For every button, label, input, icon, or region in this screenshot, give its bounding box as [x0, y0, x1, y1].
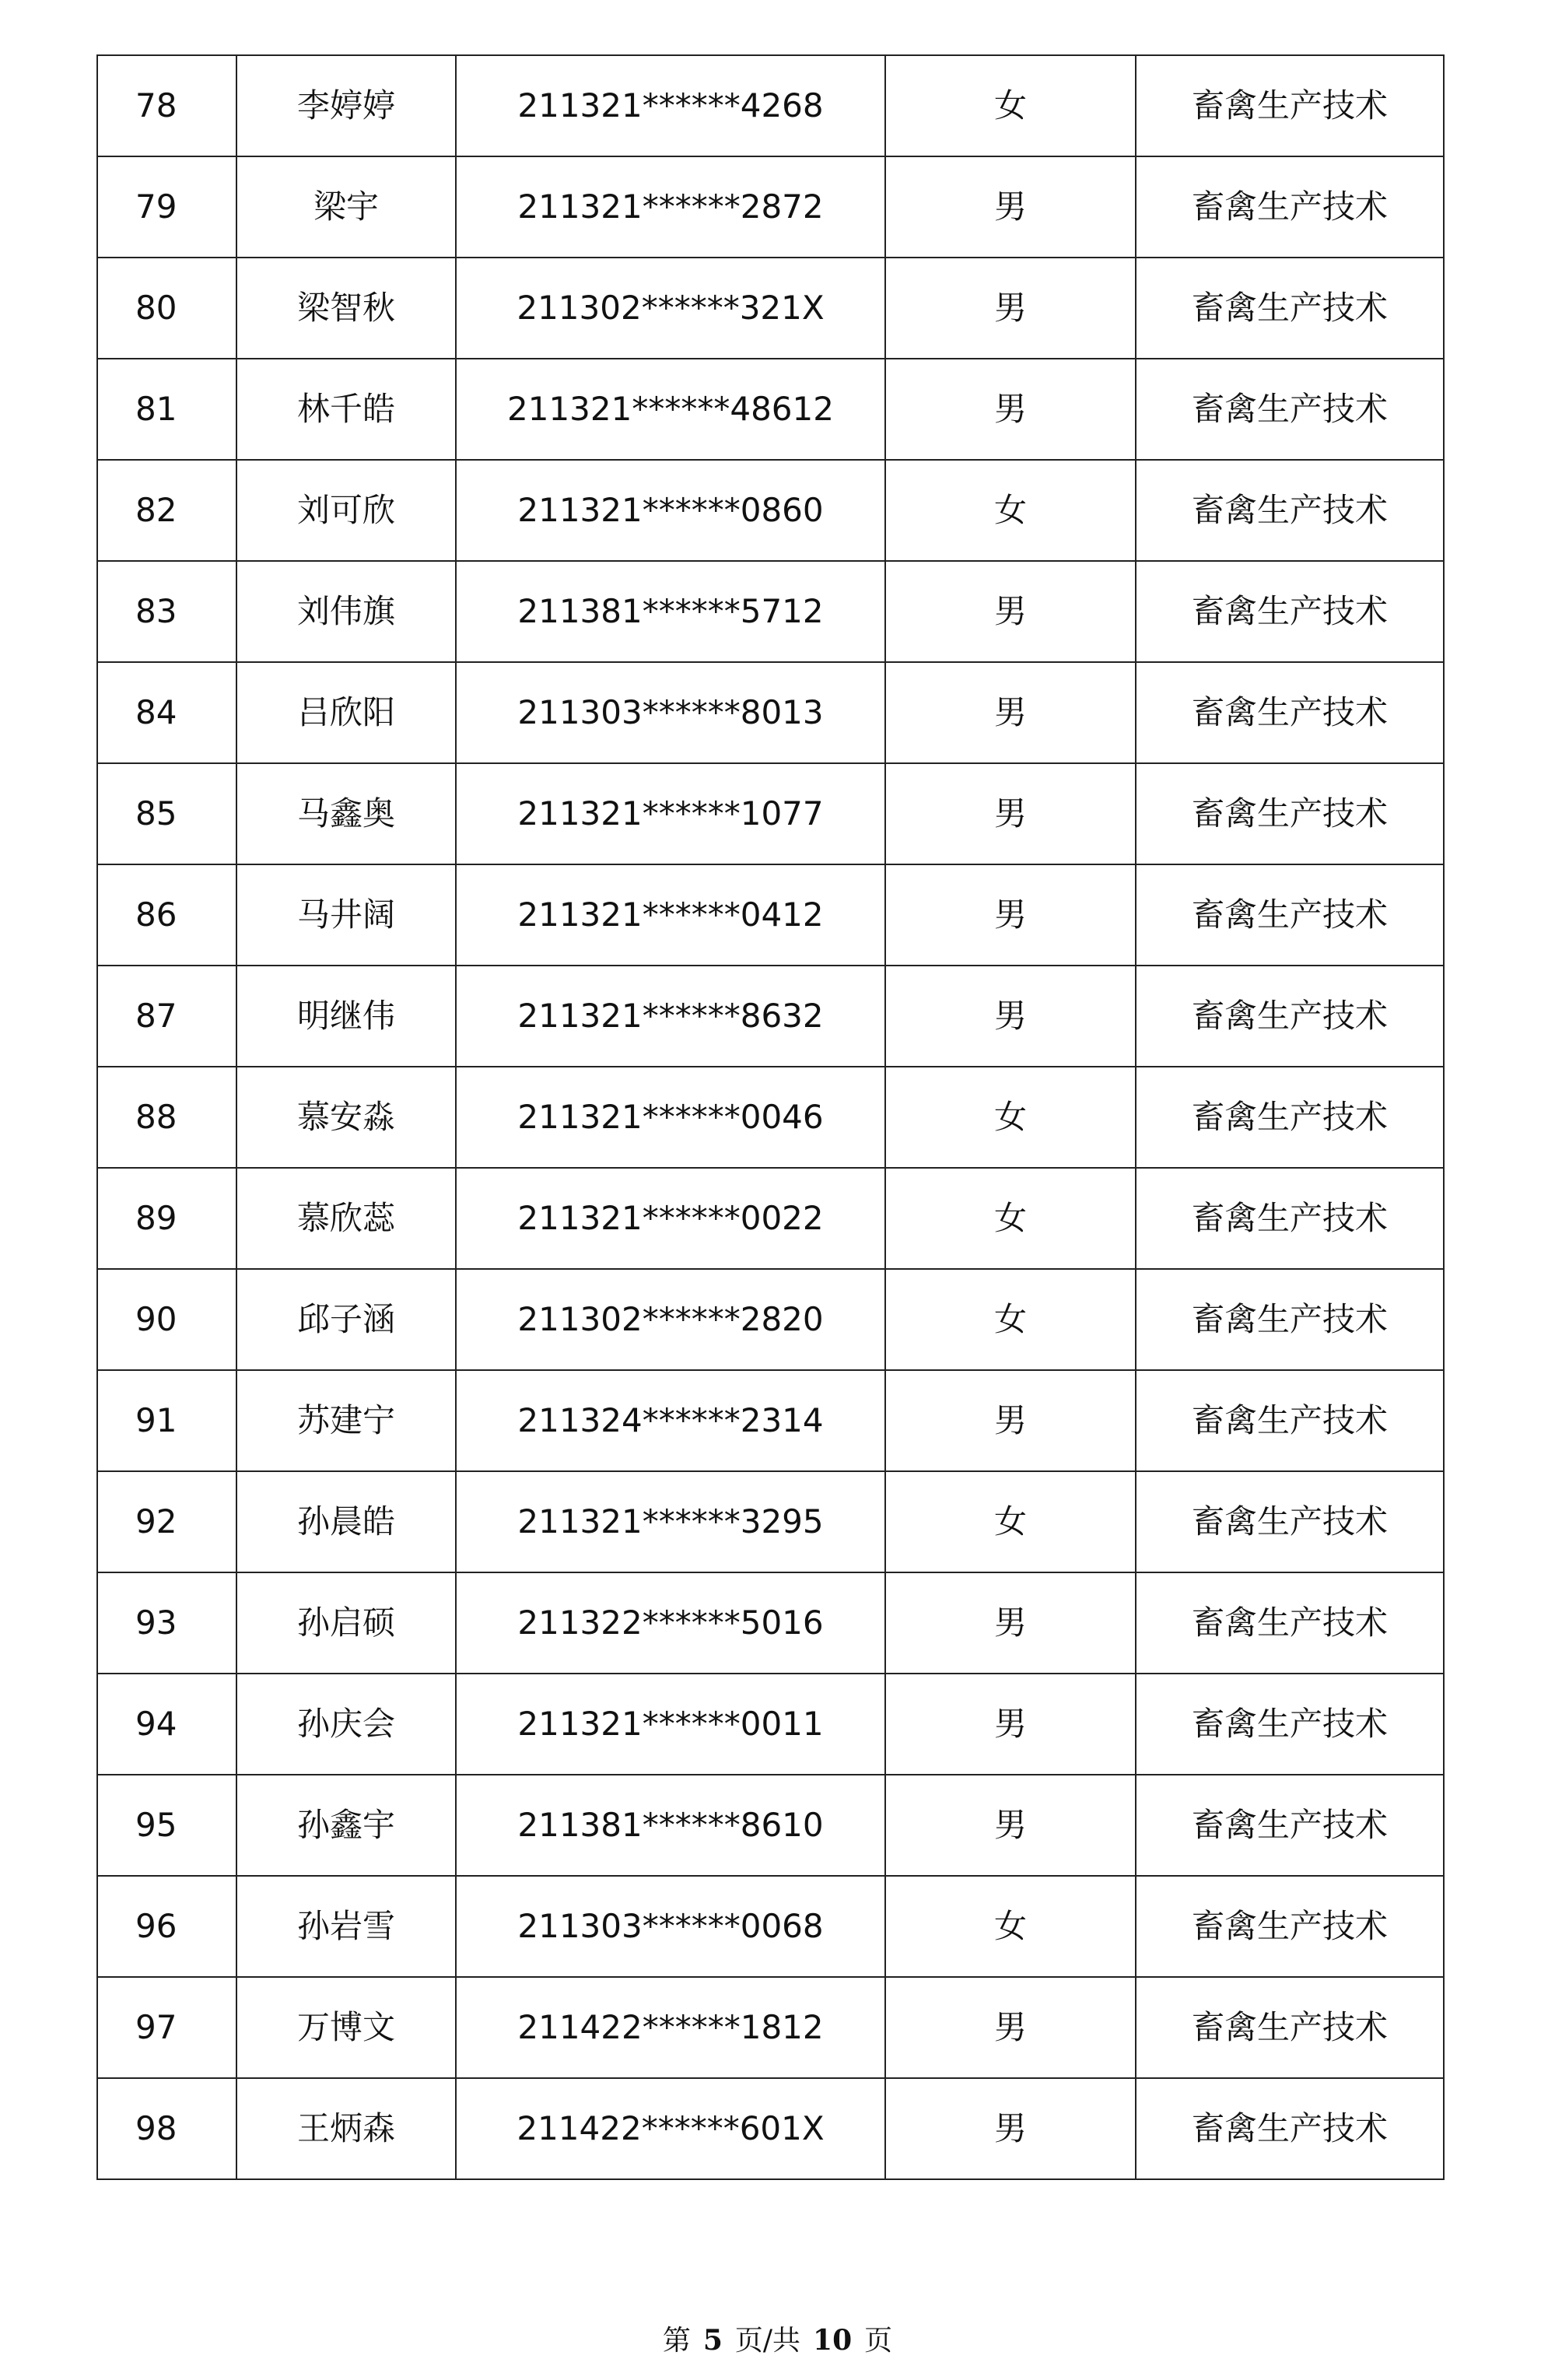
table-row [97, 966, 1444, 1067]
table-row [97, 1775, 1444, 1876]
table-row [97, 1269, 1444, 1370]
row-number-cell: 97 [97, 1977, 236, 2078]
student-name-cell: 梁智秋 [236, 258, 456, 359]
student-name-cell: 吕欣阳 [236, 662, 456, 763]
gender-cell: 男 [885, 763, 1136, 864]
gender-cell: 男 [885, 1977, 1136, 2078]
student-name-cell: 李婷婷 [236, 55, 456, 156]
major-cell: 畜禽生产技术 [1136, 1876, 1444, 1977]
major-cell: 畜禽生产技术 [1136, 1977, 1444, 2078]
total-page-number: 10 [813, 2324, 853, 2357]
row-number-cell: 84 [97, 662, 236, 763]
major-cell: 畜禽生产技术 [1136, 1471, 1444, 1572]
major-cell: 畜禽生产技术 [1136, 1269, 1444, 1370]
row-number-cell: 98 [97, 2078, 236, 2179]
id-number-cell: 211381******8610 [456, 1775, 885, 1876]
row-number-cell: 94 [97, 1674, 236, 1775]
id-number-cell: 211381******5712 [456, 561, 885, 662]
gender-cell: 男 [885, 156, 1136, 258]
student-name-cell: 孙岩雪 [236, 1876, 456, 1977]
row-number-cell: 78 [97, 55, 236, 156]
major-cell: 畜禽生产技术 [1136, 966, 1444, 1067]
id-number-cell: 211303******8013 [456, 662, 885, 763]
table-row [97, 460, 1444, 561]
id-number-cell: 211321******3295 [456, 1471, 885, 1572]
major-cell: 畜禽生产技术 [1136, 1572, 1444, 1674]
major-cell: 畜禽生产技术 [1136, 662, 1444, 763]
table-row [97, 561, 1444, 662]
gender-cell: 男 [885, 864, 1136, 966]
major-cell: 畜禽生产技术 [1136, 1168, 1444, 1269]
table-row [97, 359, 1444, 460]
major-cell: 畜禽生产技术 [1136, 1370, 1444, 1471]
table-row [97, 1977, 1444, 2078]
student-name-cell: 慕欣蕊 [236, 1168, 456, 1269]
student-name-cell: 苏建宁 [236, 1370, 456, 1471]
table-row [97, 1674, 1444, 1775]
row-number-cell: 83 [97, 561, 236, 662]
id-number-cell: 211321******4268 [456, 55, 885, 156]
table-row [97, 662, 1444, 763]
id-number-cell: 211322******5016 [456, 1572, 885, 1674]
footer-suffix: 页 [864, 2325, 893, 2357]
gender-cell: 男 [885, 1674, 1136, 1775]
table-row [97, 1067, 1444, 1168]
table-row [97, 1370, 1444, 1471]
row-number-cell: 96 [97, 1876, 236, 1977]
major-cell: 畜禽生产技术 [1136, 1775, 1444, 1876]
major-cell: 畜禽生产技术 [1136, 763, 1444, 864]
id-number-cell: 211321******0860 [456, 460, 885, 561]
student-name-cell: 梁宇 [236, 156, 456, 258]
table-row [97, 156, 1444, 258]
student-name-cell: 孙庆会 [236, 1674, 456, 1775]
table-row [97, 864, 1444, 966]
student-name-cell: 邱子涵 [236, 1269, 456, 1370]
gender-cell: 男 [885, 258, 1136, 359]
id-number-cell: 211302******2820 [456, 1269, 885, 1370]
id-number-cell: 211422******601X [456, 2078, 885, 2179]
footer-mid: 页/共 [734, 2325, 801, 2357]
gender-cell: 女 [885, 1269, 1136, 1370]
student-name-cell: 刘可欣 [236, 460, 456, 561]
row-number-cell: 87 [97, 966, 236, 1067]
current-page-number: 5 [702, 2324, 723, 2357]
student-name-cell: 孙鑫宇 [236, 1775, 456, 1876]
major-cell: 畜禽生产技术 [1136, 1674, 1444, 1775]
table-row [97, 1168, 1444, 1269]
footer-prefix: 第 [662, 2325, 691, 2357]
id-number-cell: 211422******1812 [456, 1977, 885, 2078]
student-name-cell: 马井阔 [236, 864, 456, 966]
row-number-cell: 79 [97, 156, 236, 258]
row-number-cell: 93 [97, 1572, 236, 1674]
major-cell: 畜禽生产技术 [1136, 156, 1444, 258]
gender-cell: 男 [885, 359, 1136, 460]
id-number-cell: 211303******0068 [456, 1876, 885, 1977]
table-row [97, 763, 1444, 864]
table-row [97, 258, 1444, 359]
gender-cell: 男 [885, 2078, 1136, 2179]
table-row [97, 1471, 1444, 1572]
major-cell: 畜禽生产技术 [1136, 258, 1444, 359]
row-number-cell: 80 [97, 258, 236, 359]
gender-cell: 女 [885, 1067, 1136, 1168]
id-number-cell: 211321******48612 [456, 359, 885, 460]
row-number-cell: 91 [97, 1370, 236, 1471]
id-number-cell: 211321******0022 [456, 1168, 885, 1269]
row-number-cell: 95 [97, 1775, 236, 1876]
student-name-cell: 林千皓 [236, 359, 456, 460]
student-name-cell: 慕安淼 [236, 1067, 456, 1168]
id-number-cell: 211302******321X [456, 258, 885, 359]
table-row [97, 55, 1444, 156]
student-name-cell: 马鑫奥 [236, 763, 456, 864]
major-cell: 畜禽生产技术 [1136, 2078, 1444, 2179]
major-cell: 畜禽生产技术 [1136, 460, 1444, 561]
major-cell: 畜禽生产技术 [1136, 359, 1444, 460]
id-number-cell: 211321******0412 [456, 864, 885, 966]
table-row [97, 1572, 1444, 1674]
id-number-cell: 211324******2314 [456, 1370, 885, 1471]
student-table-body [97, 55, 1444, 2179]
page-footer [0, 2319, 1555, 2358]
student-name-cell: 万博文 [236, 1977, 456, 2078]
table-row [97, 1876, 1444, 1977]
gender-cell: 女 [885, 55, 1136, 156]
table-row [97, 2078, 1444, 2179]
major-cell: 畜禽生产技术 [1136, 561, 1444, 662]
student-name-cell: 王炳森 [236, 2078, 456, 2179]
gender-cell: 男 [885, 561, 1136, 662]
major-cell: 畜禽生产技术 [1136, 55, 1444, 156]
student-name-cell: 明继伟 [236, 966, 456, 1067]
major-cell: 畜禽生产技术 [1136, 1067, 1444, 1168]
gender-cell: 男 [885, 1370, 1136, 1471]
student-name-cell: 刘伟旗 [236, 561, 456, 662]
major-cell: 畜禽生产技术 [1136, 864, 1444, 966]
student-name-cell: 孙晨皓 [236, 1471, 456, 1572]
row-number-cell: 81 [97, 359, 236, 460]
gender-cell: 女 [885, 460, 1136, 561]
gender-cell: 女 [885, 1471, 1136, 1572]
gender-cell: 男 [885, 966, 1136, 1067]
id-number-cell: 211321******2872 [456, 156, 885, 258]
student-table [96, 54, 1445, 2180]
row-number-cell: 89 [97, 1168, 236, 1269]
row-number-cell: 92 [97, 1471, 236, 1572]
gender-cell: 男 [885, 1572, 1136, 1674]
id-number-cell: 211321******1077 [456, 763, 885, 864]
gender-cell: 女 [885, 1876, 1136, 1977]
row-number-cell: 86 [97, 864, 236, 966]
gender-cell: 男 [885, 662, 1136, 763]
row-number-cell: 82 [97, 460, 236, 561]
row-number-cell: 88 [97, 1067, 236, 1168]
gender-cell: 女 [885, 1168, 1136, 1269]
id-number-cell: 211321******8632 [456, 966, 885, 1067]
student-name-cell: 孙启硕 [236, 1572, 456, 1674]
row-number-cell: 85 [97, 763, 236, 864]
row-number-cell: 90 [97, 1269, 236, 1370]
gender-cell: 男 [885, 1775, 1136, 1876]
id-number-cell: 211321******0046 [456, 1067, 885, 1168]
id-number-cell: 211321******0011 [456, 1674, 885, 1775]
